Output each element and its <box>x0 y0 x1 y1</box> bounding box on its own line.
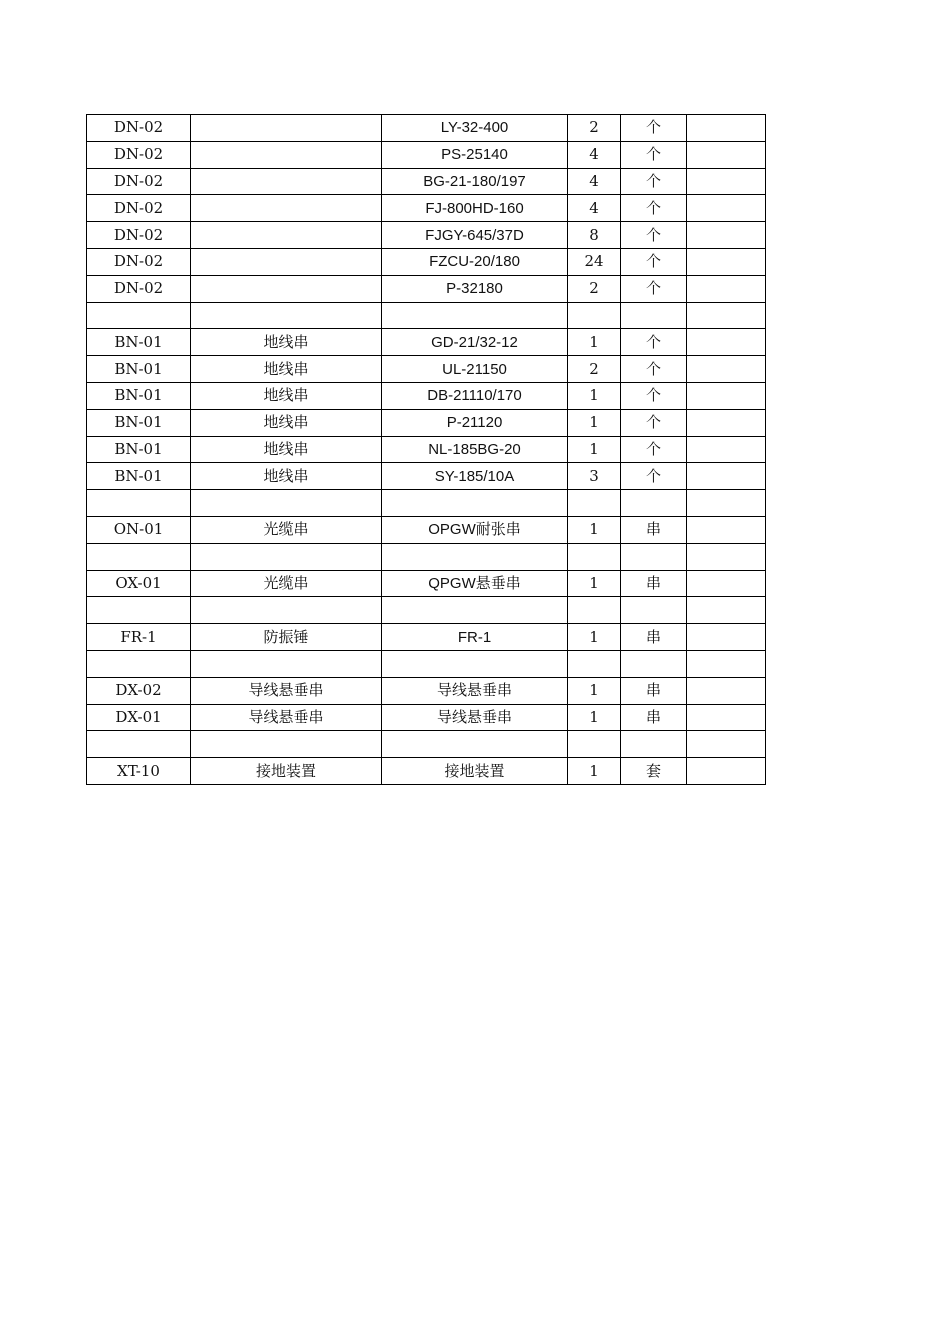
cell-name: 防振锤 <box>191 624 382 651</box>
cell-model: FJ-800HD-160 <box>382 195 568 222</box>
cell-model: P-32180 <box>382 275 568 302</box>
cell-note <box>687 731 766 758</box>
cell-name: 光缆串 <box>191 570 382 597</box>
cell-qty: 1 <box>568 329 621 356</box>
cell-note <box>687 382 766 409</box>
cell-unit: 个 <box>621 382 687 409</box>
table-row <box>87 115 766 142</box>
cell-name <box>191 650 382 677</box>
cell-model: DB-21110/170 <box>382 382 568 409</box>
cell-model: QPGW悬垂串 <box>382 570 568 597</box>
cell-code: BN-01 <box>87 463 191 490</box>
cell-unit <box>621 490 687 517</box>
cell-code: ON-01 <box>87 516 191 543</box>
cell-code: DN-02 <box>87 115 191 142</box>
cell-note <box>687 115 766 142</box>
cell-note <box>687 624 766 651</box>
cell-code <box>87 490 191 517</box>
cell-model: LY-32-400 <box>382 115 568 142</box>
table-row <box>87 624 766 651</box>
cell-unit <box>621 302 687 329</box>
table-row <box>87 302 766 329</box>
cell-model: 导线悬垂串 <box>382 704 568 731</box>
cell-name: 地线串 <box>191 382 382 409</box>
table-row <box>87 248 766 275</box>
cell-qty: 1 <box>568 624 621 651</box>
cell-qty <box>568 597 621 624</box>
cell-unit: 个 <box>621 356 687 383</box>
cell-code: BN-01 <box>87 329 191 356</box>
cell-note <box>687 758 766 785</box>
table-row <box>87 650 766 677</box>
table-row <box>87 409 766 436</box>
cell-unit: 串 <box>621 570 687 597</box>
table-row <box>87 731 766 758</box>
cell-code: XT-10 <box>87 758 191 785</box>
cell-code: DN-02 <box>87 168 191 195</box>
cell-name: 地线串 <box>191 356 382 383</box>
cell-model: BG-21-180/197 <box>382 168 568 195</box>
cell-qty: 1 <box>568 382 621 409</box>
cell-qty: 8 <box>568 222 621 249</box>
cell-qty <box>568 731 621 758</box>
table-row <box>87 168 766 195</box>
cell-note <box>687 436 766 463</box>
cell-code: DN-02 <box>87 195 191 222</box>
cell-code: DN-02 <box>87 222 191 249</box>
cell-name: 地线串 <box>191 436 382 463</box>
cell-model: NL-185BG-20 <box>382 436 568 463</box>
cell-code: BN-01 <box>87 382 191 409</box>
cell-note <box>687 222 766 249</box>
cell-note <box>687 650 766 677</box>
table-row <box>87 490 766 517</box>
cell-model <box>382 302 568 329</box>
cell-note <box>687 356 766 383</box>
cell-note <box>687 141 766 168</box>
cell-model <box>382 650 568 677</box>
cell-unit <box>621 597 687 624</box>
cell-unit: 个 <box>621 222 687 249</box>
cell-code: DN-02 <box>87 141 191 168</box>
cell-model: PS-25140 <box>382 141 568 168</box>
cell-unit: 套 <box>621 758 687 785</box>
cell-model: SY-185/10A <box>382 463 568 490</box>
cell-code <box>87 650 191 677</box>
cell-name <box>191 222 382 249</box>
cell-qty <box>568 543 621 570</box>
cell-unit: 个 <box>621 195 687 222</box>
cell-code <box>87 731 191 758</box>
table-row <box>87 275 766 302</box>
cell-model: FZCU-20/180 <box>382 248 568 275</box>
cell-name: 地线串 <box>191 463 382 490</box>
cell-qty: 3 <box>568 463 621 490</box>
cell-note <box>687 463 766 490</box>
cell-name <box>191 543 382 570</box>
cell-qty: 1 <box>568 436 621 463</box>
cell-model: FJGY-645/37D <box>382 222 568 249</box>
cell-unit: 串 <box>621 624 687 651</box>
cell-model: GD-21/32-12 <box>382 329 568 356</box>
table-row <box>87 356 766 383</box>
cell-note <box>687 248 766 275</box>
cell-qty: 2 <box>568 356 621 383</box>
cell-model <box>382 490 568 517</box>
cell-code <box>87 597 191 624</box>
cell-code: BN-01 <box>87 409 191 436</box>
cell-note <box>687 570 766 597</box>
table-row <box>87 543 766 570</box>
cell-model: UL-21150 <box>382 356 568 383</box>
cell-model <box>382 731 568 758</box>
cell-qty: 1 <box>568 570 621 597</box>
cell-model: 导线悬垂串 <box>382 677 568 704</box>
cell-unit <box>621 543 687 570</box>
cell-unit: 个 <box>621 248 687 275</box>
table-row <box>87 141 766 168</box>
table-row <box>87 570 766 597</box>
cell-qty: 4 <box>568 195 621 222</box>
cell-code: BN-01 <box>87 356 191 383</box>
cell-qty: 24 <box>568 248 621 275</box>
cell-model: 接地装置 <box>382 758 568 785</box>
cell-name <box>191 597 382 624</box>
cell-unit: 个 <box>621 463 687 490</box>
cell-qty: 1 <box>568 758 621 785</box>
cell-note <box>687 302 766 329</box>
cell-note <box>687 329 766 356</box>
table-row <box>87 704 766 731</box>
table-row <box>87 195 766 222</box>
cell-code <box>87 543 191 570</box>
table-row <box>87 329 766 356</box>
table-row <box>87 677 766 704</box>
table-row <box>87 516 766 543</box>
cell-note <box>687 516 766 543</box>
cell-name <box>191 141 382 168</box>
cell-qty <box>568 490 621 517</box>
cell-note <box>687 195 766 222</box>
cell-unit: 个 <box>621 329 687 356</box>
cell-model: P-21120 <box>382 409 568 436</box>
cell-code: BN-01 <box>87 436 191 463</box>
cell-name: 接地装置 <box>191 758 382 785</box>
cell-unit: 串 <box>621 516 687 543</box>
cell-name <box>191 731 382 758</box>
cell-unit: 串 <box>621 677 687 704</box>
cell-name: 光缆串 <box>191 516 382 543</box>
cell-qty <box>568 650 621 677</box>
cell-unit: 个 <box>621 141 687 168</box>
cell-name <box>191 490 382 517</box>
cell-qty: 1 <box>568 677 621 704</box>
cell-unit <box>621 650 687 677</box>
cell-name <box>191 115 382 142</box>
cell-unit: 个 <box>621 275 687 302</box>
table-row <box>87 597 766 624</box>
table-row <box>87 758 766 785</box>
cell-note <box>687 704 766 731</box>
cell-qty: 2 <box>568 115 621 142</box>
cell-note <box>687 677 766 704</box>
cell-model: OPGW耐张串 <box>382 516 568 543</box>
cell-note <box>687 409 766 436</box>
cell-code <box>87 302 191 329</box>
cell-unit: 个 <box>621 436 687 463</box>
cell-code: FR-1 <box>87 624 191 651</box>
cell-qty: 4 <box>568 141 621 168</box>
cell-name <box>191 248 382 275</box>
cell-model: FR-1 <box>382 624 568 651</box>
cell-name <box>191 195 382 222</box>
table-row <box>87 382 766 409</box>
cell-code: OX-01 <box>87 570 191 597</box>
cell-code: DN-02 <box>87 275 191 302</box>
cell-note <box>687 168 766 195</box>
cell-unit: 个 <box>621 409 687 436</box>
cell-qty: 1 <box>568 409 621 436</box>
cell-name: 导线悬垂串 <box>191 704 382 731</box>
cell-name <box>191 168 382 195</box>
cell-note <box>687 597 766 624</box>
cell-unit: 个 <box>621 115 687 142</box>
cell-unit: 串 <box>621 704 687 731</box>
cell-qty: 4 <box>568 168 621 195</box>
cell-model <box>382 543 568 570</box>
cell-model <box>382 597 568 624</box>
table-body <box>87 115 766 785</box>
cell-name <box>191 275 382 302</box>
table-row <box>87 222 766 249</box>
table-row <box>87 436 766 463</box>
materials-table <box>86 114 766 785</box>
cell-unit <box>621 731 687 758</box>
cell-note <box>687 490 766 517</box>
cell-name: 地线串 <box>191 409 382 436</box>
cell-note <box>687 275 766 302</box>
cell-qty: 1 <box>568 516 621 543</box>
cell-code: DN-02 <box>87 248 191 275</box>
cell-qty <box>568 302 621 329</box>
cell-qty: 1 <box>568 704 621 731</box>
cell-name <box>191 302 382 329</box>
cell-unit: 个 <box>621 168 687 195</box>
cell-qty: 2 <box>568 275 621 302</box>
cell-code: DX-01 <box>87 704 191 731</box>
cell-name: 地线串 <box>191 329 382 356</box>
cell-name: 导线悬垂串 <box>191 677 382 704</box>
cell-note <box>687 543 766 570</box>
table-row <box>87 463 766 490</box>
cell-code: DX-02 <box>87 677 191 704</box>
